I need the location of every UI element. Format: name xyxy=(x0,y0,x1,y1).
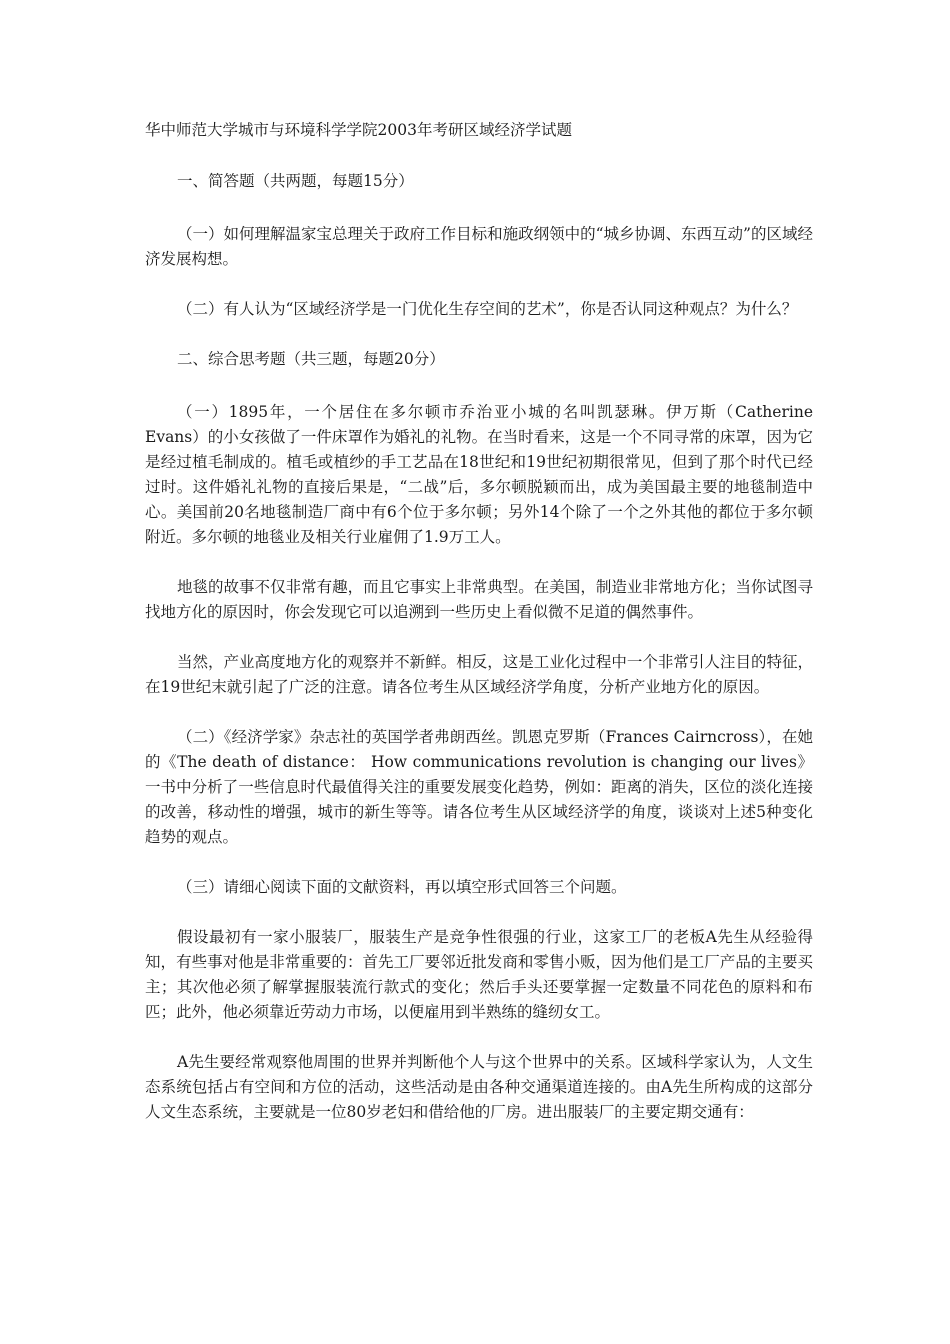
section-1-question-2: （二）有人认为“区域经济学是一门优化生存空间的艺术”，你是否认同这种观点？为什么？ xyxy=(177,300,798,318)
section-1-heading: 一、简答题（共两题，每题15分） xyxy=(177,172,414,190)
document-page xyxy=(145,118,813,1150)
section-2-question-1-paragraph-3: 当然，产业高度地方化的观察并不新鲜。相反，这是工业化过程中一个非常引人注目的特征，在19世纪末就引起了广泛的注意。请各位考生从区域经济学角度，分析产业地方化的原因。 xyxy=(145,653,813,696)
section-2-question-3: （三）请细心阅读下面的文献资料，再以填空形式回答三个问题。 xyxy=(177,878,627,896)
section-2-heading: 二、综合思考题（共三题，每题20分） xyxy=(177,350,445,368)
document-title: 华中师范大学城市与环境科学学院2003年考研区域经济学试题 xyxy=(145,121,572,139)
section-1-question-1: （一）如何理解温家宝总理关于政府工作目标和施政纲领中的“城乡协调、东西互动”的区域经济发展构想。 xyxy=(145,225,813,268)
section-2-question-1-paragraph-2: 地毯的故事不仅非常有趣，而且它事实上非常典型。在美国，制造业非常地方化；当你试图寻找地方化的原因时，你会发现它可以追溯到一些历史上看似微不足道的偶然事件。 xyxy=(145,578,813,621)
section-2-question-2: （二）《经济学家》杂志社的英国学者弗朗西丝。凯恩克罗斯（Frances Cairncross），在她的《The death of distance： How communications revolution is changing our lives》一书中分析了一些信息时代最值得关注的重要发展变化趋势，例如：距离的消失，区位的淡化连接的改善，移动性的增强，城市的新生等等。请各位考生从区域经济学的角度，谈谈对上述5种变化趋势的观点。 xyxy=(145,728,813,846)
section-2-question-3-paragraph-1: 假设最初有一家小服装厂，服装生产是竞争性很强的行业，这家工厂的老板A先生从经验得知，有些事对他是非常重要的：首先工厂要邻近批发商和零售小贩，因为他们是工厂产品的主要买主；其次他必须了解掌握服装流行款式的变化；然后手头还要掌握一定数量不同花色的原料和布匹；此外，他必须靠近劳动力市场，以便雇用到半熟练的缝纫女工。 xyxy=(145,928,813,1021)
section-2-question-1-paragraph-1: （一）1895年，一个居住在多尔顿市乔治亚小城的名叫凯瑟琳。伊万斯（Catherine Evans）的小女孩做了一件床罩作为婚礼的礼物。在当时看来，这是一个不同寻常的床罩，因为它是经过植毛制成的。植毛或植纱的手工艺品在18世纪和19世纪初期很常见，但到了那个时代已经过时。这件婚礼礼物的直接后果是，“二战”后，多尔顿脱颖而出，成为美国最主要的地毯制造中心。美国前20名地毯制造厂商中有6个位于多尔顿；另外14个除了一个之外其他的都位于多尔顿附近。多尔顿的地毯业及相关行业雇佣了1.9万工人。 xyxy=(145,403,813,546)
section-2-question-3-paragraph-2: A先生要经常观察他周围的世界并判断他个人与这个世界中的关系。区域科学家认为，人文生态系统包括占有空间和方位的活动，这些活动是由各种交通渠道连接的。由A先生所构成的这部分人文生态系统，主要就是一位80岁老妇和借给他的厂房。进出服装厂的主要定期交通有： xyxy=(145,1053,813,1121)
